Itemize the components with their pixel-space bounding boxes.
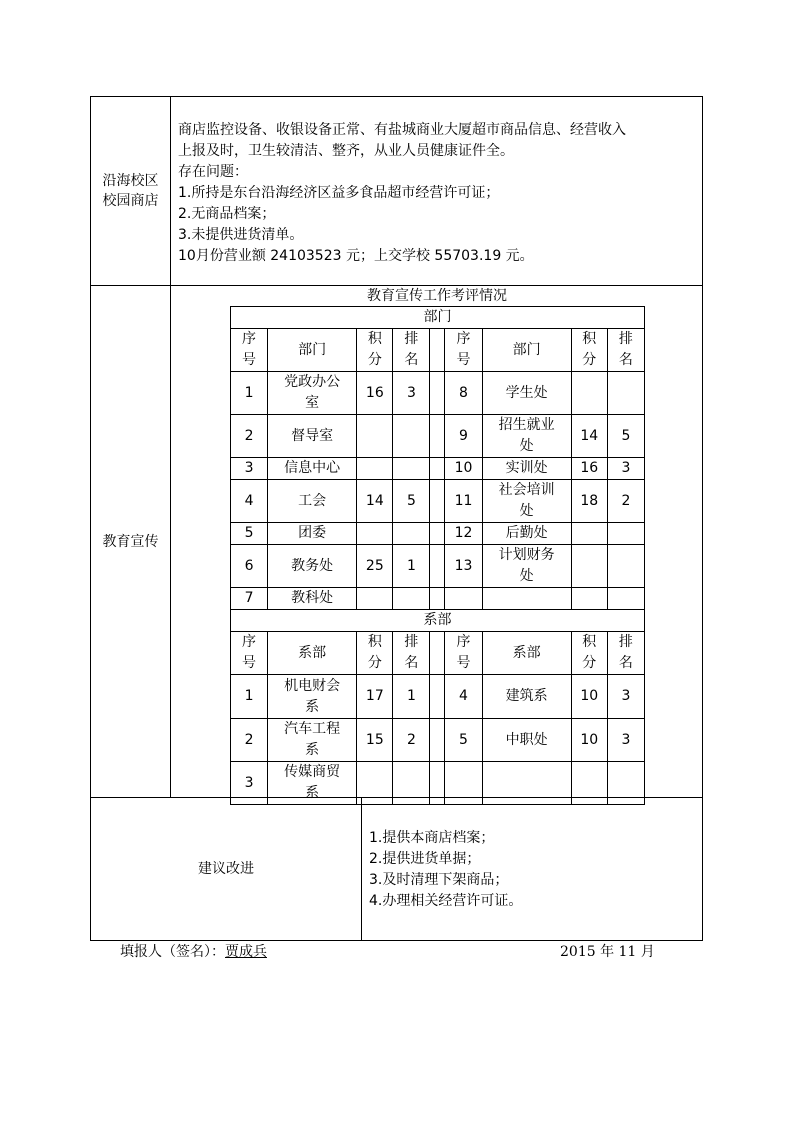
sys-table-row-cell: 1 (231, 675, 268, 719)
dept-table-row-cell: 计划财务 处 (482, 545, 571, 588)
suggestion-content (369, 828, 699, 912)
dept-table-row-cell: 10 (445, 458, 482, 480)
dept-table-row-cell (607, 545, 644, 588)
dept-table-row-cell (430, 480, 445, 523)
dept-table-row-cell (482, 588, 571, 610)
suggestion-line-4: 4.办理相关经营许可证。 (369, 893, 523, 909)
sys-table-row-cell: 中职处 (482, 719, 571, 762)
dept-table-row-cell: 社会培训 处 (482, 480, 571, 523)
sys-table-row-cell (571, 762, 607, 805)
dept-table-row-cell (393, 588, 430, 610)
dept-table-row-cell (393, 415, 430, 458)
dept-table-row-cell (607, 588, 644, 610)
dept-table-row (231, 588, 645, 610)
dept-table-row-cell (430, 458, 445, 480)
footer-date: 2015 年 11 月 (560, 944, 655, 960)
sys-table-row-cell: 4 (445, 675, 482, 719)
sys-column-header-cell: 积 分 (571, 632, 607, 675)
shop-line-7: 10月份营业额 24103523 元；上交学校 55703.19 元。 (178, 248, 534, 264)
sys-table-row-cell: 建筑系 (482, 675, 571, 719)
dept-table-row-cell: 3 (231, 458, 268, 480)
sys-table-row-cell (357, 762, 393, 805)
sys-table-row-cell: 10 (571, 675, 607, 719)
sys-table-row-cell: 15 (357, 719, 393, 762)
dept-table-row-cell: 5 (231, 523, 268, 545)
dept-table-row-cell: 3 (393, 372, 430, 415)
dept-table-row-cell (357, 458, 393, 480)
shop-section-content (178, 120, 700, 267)
sys-column-header-cell: 系部 (268, 632, 357, 675)
dept-column-header-cell: 序 号 (231, 329, 268, 372)
dept-table-row-cell: 16 (357, 372, 393, 415)
sys-section-header-row (231, 610, 645, 632)
suggestion-label-text: 建议改进 (198, 861, 254, 877)
suggestion-column-divider (361, 797, 362, 941)
sys-column-header-cell: 序 号 (445, 632, 482, 675)
dept-table-row-cell: 14 (571, 415, 607, 458)
sys-table-row-cell (430, 762, 445, 805)
dept-table-row (231, 545, 645, 588)
dept-table-row-cell: 9 (445, 415, 482, 458)
suggestion-section-label (91, 798, 361, 940)
sys-column-header-cell (430, 632, 445, 675)
shop-line-1: 商店监控设备、收银设备正常、有盐城商业大厦超市商品信息、经营收入 (178, 122, 626, 138)
dept-table-row-cell: 实训处 (482, 458, 571, 480)
dept-table-row-cell (430, 523, 445, 545)
dept-table-row-cell: 4 (231, 480, 268, 523)
dept-table-row-cell: 工会 (268, 480, 357, 523)
dept-table-row-cell: 1 (393, 545, 430, 588)
dept-table-row-cell: 2 (231, 415, 268, 458)
suggestion-line-3: 3.及时清理下架商品； (369, 872, 509, 888)
dept-table-row-cell (607, 523, 644, 545)
dept-table-row-cell (571, 523, 607, 545)
dept-column-header-cell (430, 329, 445, 372)
dept-column-header-cell: 排 名 (393, 329, 430, 372)
suggestion-line-2: 2.提供进货单据； (369, 851, 481, 867)
sys-table-row-cell (482, 762, 571, 805)
dept-column-header (231, 329, 645, 372)
education-title-text: 教育宣传工作考评情况 (367, 288, 507, 304)
dept-table-row (231, 458, 645, 480)
sys-table-row-cell (430, 675, 445, 719)
sys-table-row-cell (393, 762, 430, 805)
sys-table-row-cell: 机电财会 系 (268, 675, 357, 719)
shop-label-text: 沿海校区 校园商店 (102, 173, 159, 209)
dept-table-row-cell: 教务处 (268, 545, 357, 588)
dept-table-row (231, 372, 645, 415)
score-table (230, 306, 645, 805)
sys-column-header-cell: 系部 (482, 632, 571, 675)
sys-table-row-cell: 3 (231, 762, 268, 805)
dept-table-row-cell: 教科处 (268, 588, 357, 610)
dept-column-header-cell: 积 分 (357, 329, 393, 372)
dept-table-row-cell (357, 523, 393, 545)
dept-table-row-cell: 16 (571, 458, 607, 480)
dept-table-row-cell (430, 415, 445, 458)
shop-section-label (91, 97, 170, 285)
dept-table-row-cell (430, 588, 445, 610)
dept-table-row (231, 480, 645, 523)
dept-table-row-cell: 14 (357, 480, 393, 523)
dept-table-row-cell: 25 (357, 545, 393, 588)
dept-table-row-cell (357, 415, 393, 458)
sys-table-row (231, 675, 645, 719)
dept-table-row-cell: 学生处 (482, 372, 571, 415)
sys-column-header (231, 632, 645, 675)
dept-table-row-cell: 12 (445, 523, 482, 545)
shop-line-6: 3.未提供进货清单。 (178, 227, 304, 243)
frame-bottom (90, 940, 703, 941)
dept-table-row-cell (607, 372, 644, 415)
sys-table-row (231, 719, 645, 762)
dept-table-row (231, 523, 645, 545)
education-section-label (91, 286, 170, 797)
dept-table-row-cell: 18 (571, 480, 607, 523)
shop-line-5: 2.无商品档案； (178, 206, 276, 222)
dept-table-row-cell: 督导室 (268, 415, 357, 458)
dept-table-row-cell: 5 (607, 415, 644, 458)
dept-table-row-cell (571, 588, 607, 610)
dept-column-header-cell: 部门 (482, 329, 571, 372)
dept-table-row-cell: 13 (445, 545, 482, 588)
filler-signature: 贾成兵 (225, 944, 267, 960)
sys-column-header-cell: 序 号 (231, 632, 268, 675)
sys-table-row-cell: 2 (393, 719, 430, 762)
dept-table-row-cell (393, 523, 430, 545)
dept-table-row-cell (571, 545, 607, 588)
sys-table-row-cell: 3 (607, 719, 644, 762)
frame-right (702, 96, 703, 941)
dept-table-row-cell (430, 372, 445, 415)
sys-column-header-cell: 排 名 (393, 632, 430, 675)
education-table-title (230, 286, 644, 306)
dept-section-header-row (231, 307, 645, 329)
footer-filler (120, 942, 277, 962)
dept-table-row-cell: 6 (231, 545, 268, 588)
dept-table-row-cell: 2 (607, 480, 644, 523)
shop-line-2: 上报及时，卫生较清洁、整齐，从业人员健康证件全。 (178, 143, 514, 159)
dept-table-row-cell: 后勤处 (482, 523, 571, 545)
sys-table-row-cell: 传媒商贸 系 (268, 762, 357, 805)
dept-table-row-cell (393, 458, 430, 480)
dept-table-row (231, 415, 645, 458)
sys-table-row-cell (445, 762, 482, 805)
sys-table-row-cell: 17 (357, 675, 393, 719)
dept-table-row-cell: 团委 (268, 523, 357, 545)
frame-top (90, 96, 703, 97)
sys-section-header: 系部 (231, 610, 645, 632)
shop-line-3: 存在问题： (178, 164, 248, 180)
sys-table-row-cell: 5 (445, 719, 482, 762)
dept-column-header-cell: 排 名 (607, 329, 644, 372)
dept-section-header: 部门 (231, 307, 645, 329)
dept-table-row-cell: 11 (445, 480, 482, 523)
dept-table-row-cell: 信息中心 (268, 458, 357, 480)
label-column-divider (170, 96, 171, 798)
dept-table-row-cell: 1 (231, 372, 268, 415)
filler-label: 填报人（签名）： (120, 944, 225, 960)
education-label-text: 教育宣传 (102, 533, 159, 550)
sys-table-row-cell: 10 (571, 719, 607, 762)
dept-table-row-cell: 7 (231, 588, 268, 610)
dept-table-row-cell: 3 (607, 458, 644, 480)
dept-table-row-cell (430, 545, 445, 588)
dept-table-row-cell: 5 (393, 480, 430, 523)
shop-line-4: 1.所持是东台沿海经济区益多食品超市经营许可证； (178, 185, 500, 201)
sys-column-header-cell: 积 分 (357, 632, 393, 675)
dept-table-row-cell (571, 372, 607, 415)
sys-table-row-cell: 3 (607, 675, 644, 719)
dept-table-row-cell: 招生就业 处 (482, 415, 571, 458)
sys-table-row-cell: 汽车工程 系 (268, 719, 357, 762)
sys-table-row-cell (607, 762, 644, 805)
dept-column-header-cell: 积 分 (571, 329, 607, 372)
dept-column-header-cell: 序 号 (445, 329, 482, 372)
sys-table-row-cell: 1 (393, 675, 430, 719)
dept-table-row-cell: 8 (445, 372, 482, 415)
sys-table-row-cell: 2 (231, 719, 268, 762)
sys-column-header-cell: 排 名 (607, 632, 644, 675)
dept-table-row-cell: 党政办公 室 (268, 372, 357, 415)
dept-table-row-cell (357, 588, 393, 610)
dept-table-row-cell (445, 588, 482, 610)
suggestion-line-1: 1.提供本商店档案； (369, 830, 495, 846)
dept-column-header-cell: 部门 (268, 329, 357, 372)
sys-table-row-cell (430, 719, 445, 762)
